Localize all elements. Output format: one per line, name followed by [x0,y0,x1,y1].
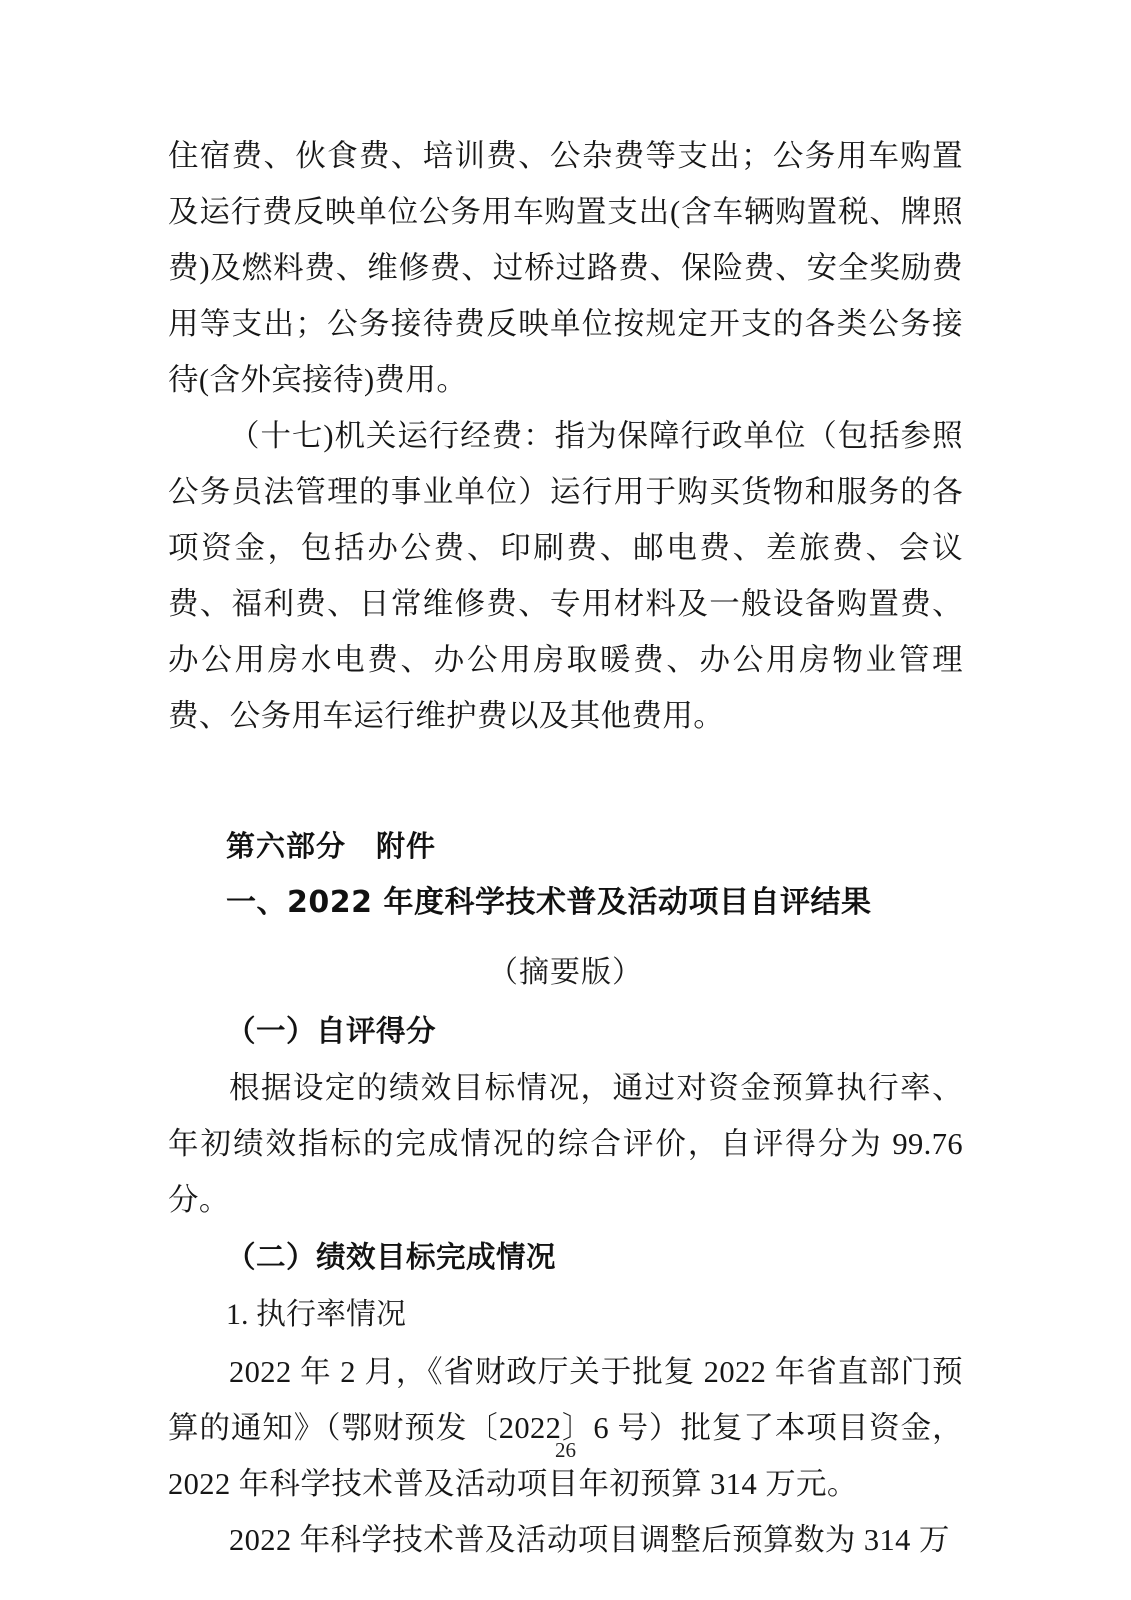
paragraph-adjusted-budget: 2022 年科学技术普及活动项目调整后预算数为 314 万 [229,1523,950,1557]
section-spacer [168,744,963,818]
page-number: 26 [555,1438,576,1462]
subitem-execution-rate: 1. 执行率情况 [226,1298,406,1331]
paragraph-budget-approval-notice: 2022 年 2 月，《省财政厅关于批复 2022 年省直部门预算的通知》（鄂财预发〔2022〕6 号）批复了本项目资金，2022 年科学技术普及活动项目年初预算 314 万元。 [168,1355,963,1501]
heading-section-one: 一、2022 年度科学技术普及活动项目自评结果 [226,885,872,920]
heading-performance-target-completion: （二）绩效目标完成情况 [226,1240,557,1274]
paragraph-self-evaluation-score: 根据设定的绩效目标情况，通过对资金预算执行率、年初绩效指标的完成情况的综合评价，自评得分为 99.76 分。 [168,1071,963,1217]
heading-self-evaluation-score: （一）自评得分 [226,1014,437,1048]
heading-part-six: 第六部分 附件 [226,829,437,863]
paragraph-agency-operating-expense: （十七)机关运行经费：指为保障行政单位（包括参照公务员法管理的事业单位）运行用于购买货物和服务的各项资金，包括办公费、印刷费、邮电费、差旅费、会议费、福利费、日常维修费、专用材料及一般设备购置费、办公用房水电费、办公用房取暖费、办公用房物业管理费、公务用车运行维护费以及其他费用。 [168,419,963,733]
heading-spacer [168,932,963,944]
page-content [168,128,963,1568]
subtitle-summary-version: （摘要版） [488,956,643,989]
paragraph-public-expense: 住宿费、伙食费、培训费、公杂费等支出；公务用车购置及运行费反映单位公务用车购置支出(含车辆购置税、牌照费)及燃料费、维修费、过桥过路费、保险费、安全奖励费用等支出；公务接待费反映单位按规定开支的各类公务接待(含外宾接待)费用。 [168,139,963,397]
